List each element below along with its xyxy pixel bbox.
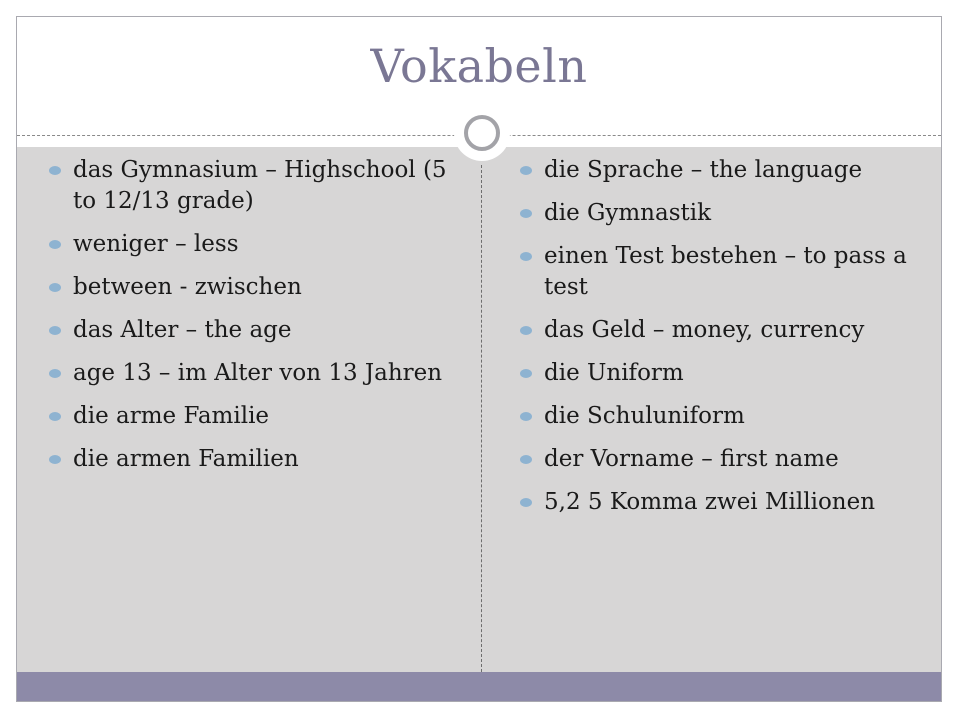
round-bullet-icon	[520, 166, 532, 175]
slide-title: Vokabeln	[370, 39, 588, 93]
round-bullet-icon	[49, 455, 61, 464]
round-bullet-icon	[49, 283, 61, 292]
list-item-text: between - zwischen	[73, 274, 302, 300]
list-item-text: das Geld – money, currency	[544, 317, 865, 343]
round-bullet-icon	[49, 166, 61, 175]
list-item	[49, 401, 449, 432]
list-item	[520, 315, 920, 346]
ring-icon	[464, 115, 500, 151]
slide	[16, 16, 942, 702]
round-bullet-icon	[520, 252, 532, 261]
list-item	[520, 155, 920, 186]
round-bullet-icon	[520, 326, 532, 335]
list-item-text: age 13 – im Alter von 13 Jahren	[73, 360, 443, 386]
list-item	[49, 229, 449, 260]
list-item	[520, 487, 920, 518]
list-item	[49, 358, 449, 389]
list-item	[49, 155, 449, 217]
list-item	[520, 358, 920, 389]
list-item-text: die armen Familien	[73, 446, 299, 472]
list-item-text: weniger – less	[73, 231, 239, 257]
round-bullet-icon	[520, 412, 532, 421]
list-item-text: der Vorname – first name	[544, 446, 839, 472]
list-item-text: einen Test bestehen – to pass a test	[544, 243, 907, 300]
round-bullet-icon	[49, 240, 61, 249]
list-item-text: das Alter – the age	[73, 317, 292, 343]
list-item	[520, 401, 920, 432]
round-bullet-icon	[49, 412, 61, 421]
round-bullet-icon	[49, 369, 61, 378]
footer-bar	[17, 672, 941, 702]
list-item-text: die Sprache – the language	[544, 157, 863, 183]
right-vocabulary-list	[520, 155, 920, 530]
list-item	[520, 241, 920, 303]
list-item	[49, 315, 449, 346]
list-item	[520, 198, 920, 229]
list-item	[520, 444, 920, 475]
round-bullet-icon	[520, 498, 532, 507]
list-item-text: die arme Familie	[73, 403, 270, 429]
list-item-text: 5,2 5 Komma zwei Millionen	[544, 489, 876, 515]
round-bullet-icon	[520, 369, 532, 378]
list-item-text: das Gymnasium – Highschool (5 to 12/13 grade)	[73, 157, 447, 214]
list-item-text: die Gymnastik	[544, 200, 712, 226]
round-bullet-icon	[520, 455, 532, 464]
round-bullet-icon	[520, 209, 532, 218]
left-vocabulary-list	[49, 155, 449, 487]
list-item	[49, 444, 449, 475]
list-item-text: die Schuluniform	[544, 403, 745, 429]
column-divider	[481, 165, 482, 677]
list-item	[49, 272, 449, 303]
ring-ornament-icon	[454, 105, 510, 161]
list-item-text: die Uniform	[544, 360, 684, 386]
round-bullet-icon	[49, 326, 61, 335]
